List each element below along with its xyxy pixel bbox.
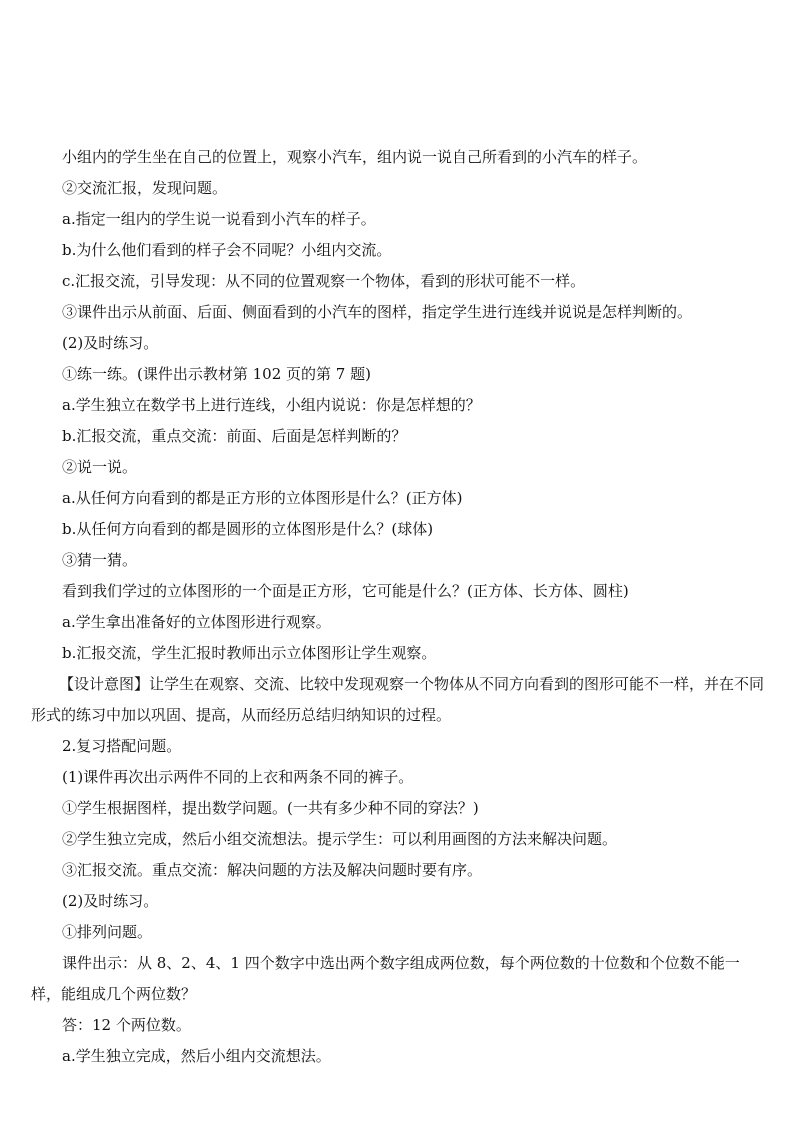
paragraph-21: ①学生根据图样，提出数学问题。(一共有多少种不同的穿法？) [62,799,479,817]
paragraph-23: ③汇报交流。重点交流：解决问题的方法及解决问题时要有序。 [62,861,483,879]
paragraph-2: ②交流汇报，发现问题。 [62,179,228,197]
paragraph-1: 小组内的学生坐在自己的位置上，观察小汽车，组内说一说自己所看到的小汽车的样子。 [62,148,648,166]
paragraph-22: ②学生独立完成，然后小组交流想法。提示学生：可以利用画图的方法来解决问题。 [62,830,618,848]
paragraph-10: b.汇报交流，重点交流：前面、后面是怎样判断的？ [62,427,407,445]
paragraph-25: ①排列问题。 [62,923,153,941]
paragraph-3: a.指定一组内的学生说一说看到小汽车的样子。 [62,210,376,228]
paragraph-27: 答：12 个两位数。 [62,1016,191,1034]
paragraph-26: 课件出示：从 8、2、4、1 四个数字中选出两个数字组成两位数，每个两位数的十位数和个位数不能一样，能组成几个两位数？ [31,954,740,1003]
paragraph-24: (2)及时练习。 [62,892,159,910]
paragraph-6: ③课件出示从前面、后面、侧面看到的小汽车的图样，指定学生进行连线并说说是怎样判断的。 [62,303,693,321]
paragraph-14: ③猜一猜。 [62,551,138,569]
paragraph-4: b.为什么他们看到的样子会不同呢？小组内交流。 [62,241,392,259]
paragraph-16: a.学生拿出准备好的立体图形进行观察。 [62,613,331,631]
paragraph-5: c.汇报交流，引导发现：从不同的位置观察一个物体，看到的形状可能不一样。 [62,272,586,290]
paragraph-19: 2.复习搭配问题。 [62,737,182,755]
paragraph-17: b.汇报交流，学生汇报时教师出示立体图形让学生观察。 [62,644,437,662]
paragraph-20: (1)课件再次出示两件不同的上衣和两条不同的裤子。 [62,768,414,786]
paragraph-12: a.从任何方向看到的都是正方形的立体图形是什么？(正方体) [62,489,463,507]
paragraph-13: b.从任何方向看到的都是圆形的立体图形是什么？(球体) [62,520,434,538]
paragraph-28: a.学生独立完成，然后小组内交流想法。 [62,1047,331,1065]
lesson-plan-body [31,142,766,1072]
paragraph-7: (2)及时练习。 [62,334,159,352]
paragraph-15: 看到我们学过的立体图形的一个面是正方形，它可能是什么？(正方体、长方体、圆柱) [62,582,629,600]
design-intent-paragraph: 【设计意图】让学生在观察、交流、比较中发现观察一个物体从不同方向看到的图形可能不一样，并在不同形式的练习中加以巩固、提高，从而经历总结归纳知识的过程。 [31,675,765,724]
paragraph-9: a.学生独立在数学书上进行连线，小组内说说：你是怎样想的？ [62,396,481,414]
paragraph-8: ①练一练。(课件出示教材第 102 页的第 7 题) [62,365,371,383]
paragraph-11: ②说一说。 [62,458,138,476]
